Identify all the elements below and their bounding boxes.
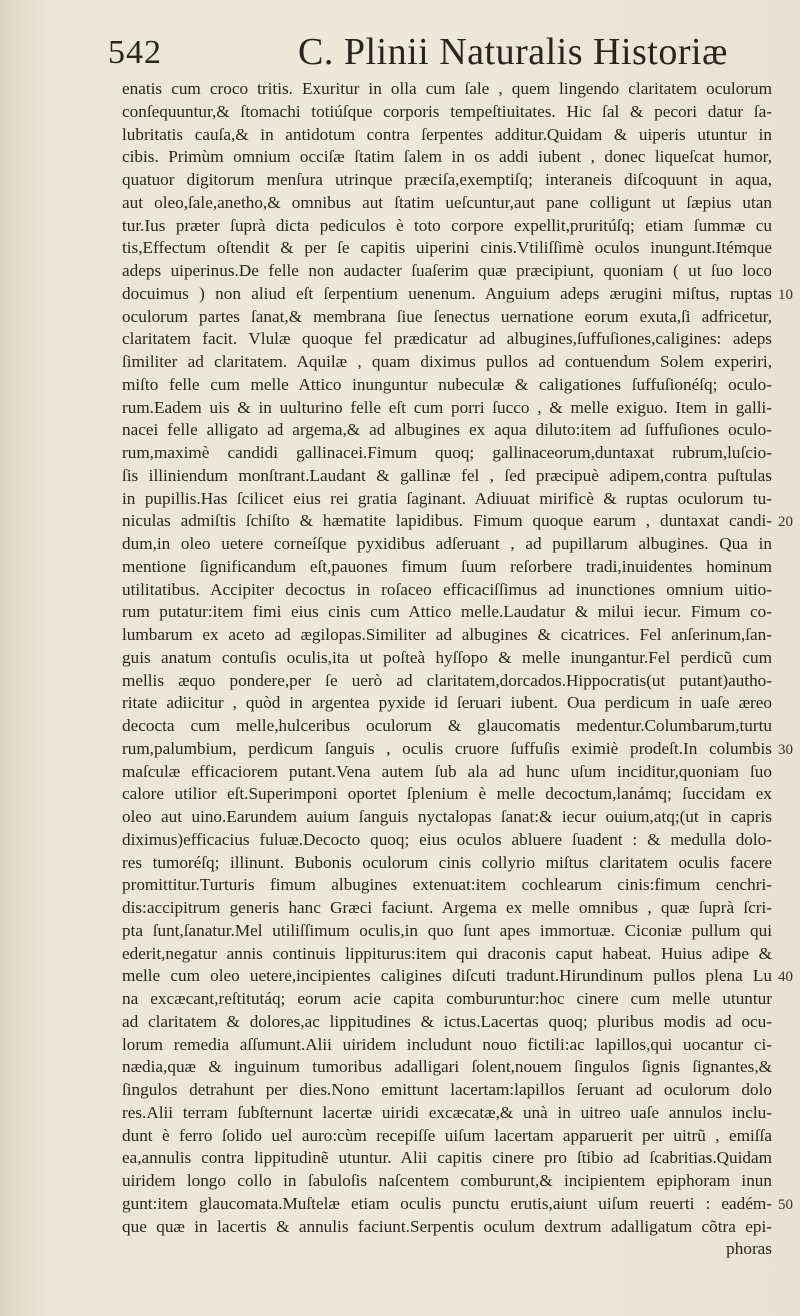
margin-line-number: 10 bbox=[778, 286, 793, 303]
text-line: maſculæ efficaciorem putant.Vena autem ſub ala ad hunc uſum inciditur,quoniam ſuo bbox=[122, 761, 772, 781]
text-line: mellis æquo pondere,per ſe uerò ad claritatem,dorcados.Hippocratis(ut putant)autho- bbox=[122, 670, 772, 690]
text-line: rum.Eadem uis & in uulturino felle eſt cum porri ſucco , & melle exiguo. Item in galli- bbox=[122, 397, 772, 417]
text-line: lorum remedia aſſumunt.Alii uiridem includunt nouo fictili:ac lapillos,qui uocantur ci- bbox=[122, 1034, 772, 1054]
text-line: cibis. Primùm omnium occiſæ ſtatim ſalem in os addi iubent , donec liqueſcat humor, bbox=[122, 147, 772, 167]
text-line: in pupillis.Has ſcilicet eius rei gratia ſaginant. Adiuuat mirificè & ruptas oculorum tu- bbox=[122, 488, 772, 508]
margin-line-number: 20 bbox=[778, 514, 793, 531]
text-line: dunt è ferro ſolido uel auro:cùm recepiſſe uiſum lacertam apparuerit per uitrũ , emiſſa bbox=[122, 1125, 772, 1145]
text-line: tis,Effectum oſtendit & per ſe capitis uiperini cinis.Vtiliſſimè oculos inungunt.Itémque bbox=[122, 238, 772, 258]
text-line: decocta cum melle,hulceribus oculorum & glaucomatis medentur.Columbarum,turtu bbox=[122, 716, 772, 735]
text-line: rum,palumbium, perdicum ſanguis , oculis cruore ſuffuſis eximiè prodeſt.In columbis bbox=[122, 738, 772, 758]
bleed-through-notes bbox=[42, 865, 102, 1025]
text-line: claritatem facit. Vlulæ quoque fel prædicatur ad albugines,ſuffuſiones,caligines: adeps bbox=[122, 329, 772, 349]
text-line: docuimus ) non aliud eſt ſerpentium uenenum. Anguium adeps ærugini miſtus, ruptas bbox=[122, 283, 772, 303]
text-line: que quæ in lacertis & annulis faciunt.Serpentis oculum dextrum adalligatum cõtra epi- bbox=[122, 1216, 772, 1236]
margin-line-number: 30 bbox=[778, 741, 793, 758]
page-number: 542 bbox=[108, 34, 162, 71]
text-line: nædia,quæ & inguinum tumoribus adalligari ſolent,nouem ſingulos ſignis ſignantes,& bbox=[122, 1057, 772, 1077]
text-line: adeps uiperinus.De felle non audacter ſuaſerim quæ præcipiunt, quoniam ( ut ſuo loco bbox=[122, 261, 772, 280]
page-header bbox=[108, 28, 760, 78]
text-line: res.Alii terram ſubſternunt lacertæ uiridi excæcatæ,& unà in uitreo uaſe annulos inclu- bbox=[122, 1102, 772, 1122]
text-line: miſto felle cum melle Attico inunguntur nubeculæ & caligationes ſuffuſionéſq; oculo- bbox=[122, 374, 772, 394]
text-line: phoras bbox=[726, 1239, 772, 1259]
text-line: lumbarum ex aceto ad ægilopas.Similiter ad albugines & cicatrices. Fel anſerinum,ſan- bbox=[122, 625, 772, 644]
text-line: mentione ſignificandum eſt,pauones fimum ſuum reſorbere tradi,inuidentes hominum bbox=[122, 556, 772, 576]
text-line: tur.Ius præter ſuprà dicta pediculos è toto corpore expellit,pruritúſq; etiam ſummæ cu bbox=[122, 215, 772, 235]
text-line: gunt:item glaucomata.Muſtelæ etiam oculis punctu erutis,aiunt uiſum reuerti : eadém- bbox=[122, 1193, 772, 1213]
text-line: pta ſunt,ſanatur.Mel utiliſſimum oculis,in quo ſunt apes immortuæ. Ciconiæ pullum qui bbox=[122, 920, 772, 940]
margin-line-number: 40 bbox=[778, 969, 793, 986]
text-line: ſis illiniendum monſtrant.Laudant & gallinæ fel , ſed præcipuè adipem,contra puſtulas bbox=[122, 465, 772, 485]
text-line: promittitur.Turturis fimum albugines extenuat:item cochlearum cinis:fimum cenchri- bbox=[122, 875, 772, 895]
text-line: uiridem longo collo in ſabuloſis naſcentem comburunt,& incipientem epiphoram inun bbox=[122, 1171, 772, 1190]
text-line: ſingulos detrahunt per dies.Nono emittunt lacertam:lapillos ſeruant ad oculorum dolo bbox=[122, 1080, 772, 1099]
text-line: ſimiliter ad claritatem. Aquilæ , quam diximus pullos ad contuendum Solem experiri, bbox=[122, 352, 772, 371]
text-line: na excæcant,reſtitutáq; eorum acie capita comburuntur:hoc cinere cum melle utuntur bbox=[122, 989, 772, 1008]
margin-line-number: 50 bbox=[778, 1196, 793, 1213]
text-line: diximus)efficacius fuluæ.Decocto quoq; eius oculos abluere ſuadent : & medulla dolo- bbox=[122, 829, 772, 849]
running-title: C. Plinii Naturalis Historiæ bbox=[298, 31, 728, 73]
text-line: conſequuntur,& ſtomachi totiúſque corporis tempeſtiuitates. Hic ſal & pecori datur ſa- bbox=[122, 101, 772, 121]
text-line: utilitatibus. Accipiter decoctus in roſaceo efficaciſſimus ad inunctiones omnium uitio- bbox=[122, 579, 772, 599]
text-line: lubritatis cauſa,& in antidotum contra ſerpentes additur.Quidam & uiperis utuntur in bbox=[122, 124, 772, 144]
text-line: ea,annulis contra lippitudinẽ utuntur. Alii capitis cinere pro ſtibio ad ſcabritias.Quidam bbox=[122, 1148, 772, 1168]
text-line: dum,in oleo uetere corneíſque pyxidibus adſeruant , ad pupillarum albugines. Qua in bbox=[122, 534, 772, 553]
text-line: nacei felle alligato ad argema,& ad albugines ex aqua diluto:item ad ſuffuſiones oculo- bbox=[122, 420, 772, 440]
text-line: oleo aut uino.Earundem auium ſanguis nyctalopas ſanat:& iecur ouium,atq;(ut in capris bbox=[122, 807, 772, 826]
text-line: res tumoréſq; illinunt. Bubonis oculorum cinis collyrio miſtus claritatem oculis facere bbox=[122, 852, 772, 872]
text-line: melle cum oleo uetere,incipientes caligines diſcuti tradunt.Hirundinum pullos plena Lu bbox=[122, 966, 772, 986]
text-line: ederit,negatur annis continuis lippiturus:item qui draconis caput habeat. Huius adipe & bbox=[122, 943, 772, 963]
text-line: enatis cum croco tritis. Exuritur in olla cum ſale , quem lingendo claritatem oculorum bbox=[122, 79, 772, 98]
text-line: ad claritatem & dolores,ac lippitudines & ictus.Lacertas quoq; pluribus modis ad ocu- bbox=[122, 1011, 772, 1031]
text-line: niculas admiſtis ſchiſto & hæmatite lapidibus. Fimum quoque earum , duntaxat candi- bbox=[122, 511, 772, 531]
text-line: aut oleo,ſale,anetho,& omnibus aut ſtatim ueſcuntur,aut pane colligunt ut ſæpius utan bbox=[122, 192, 772, 212]
body-text bbox=[122, 78, 772, 1261]
text-line: dis:accipitrum generis hanc Græci faciunt. Argema ex melle omnibus , quæ ſuprà ſcri- bbox=[122, 898, 772, 917]
text-line: quatuor digitorum menſura utrinque præciſa,exemptiſq; interaneis diſcoquunt in aqua, bbox=[122, 170, 772, 189]
text-line: rum,maximè candidi gallinacei.Fimum quoq; gallinaceorum,duntaxat rubrum,luſcio- bbox=[122, 443, 772, 462]
text-line: ritate adiicitur , quòd in argentea pyxide id ſeruari iubent. Oua perdicum in uaſe æreo bbox=[122, 693, 772, 713]
text-line: calore utilior eſt.Superimponi oportet ſplenium è melle decoctum,lanámq; ſuccidam ex bbox=[122, 784, 772, 804]
text-line: oculorum partes ſanat,& membrana ſiue ſenectus uernatione eorum exuta,ſi adfricetur, bbox=[122, 306, 772, 326]
text-line: rum putatur:item fimi eius cinis cum Attico melle.Laudatur & milui iecur. Fimum co- bbox=[122, 602, 772, 622]
text-line: guis anatum contuſis oculis,ita ut poſteà hyſſopo & melle inungantur.Fel perdicũ cum bbox=[122, 647, 772, 667]
